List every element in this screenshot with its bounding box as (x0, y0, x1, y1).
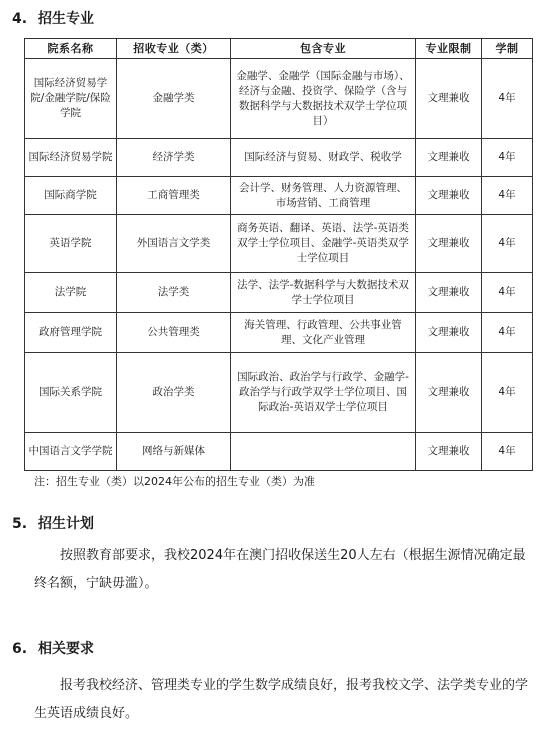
majors-cell: 海关管理、行政管理、公共事业管理、文化产业管理 (231, 313, 416, 353)
limit-cell: 文理兼收 (416, 59, 482, 139)
table-note: 注：招生专业（类）以2024年公布的招生专业（类）为准 (34, 475, 315, 488)
dept-cell: 国际关系学院 (25, 353, 117, 433)
limit-cell: 文理兼收 (416, 139, 482, 177)
table-row (25, 59, 533, 139)
category-cell: 网络与新媒体 (117, 433, 231, 471)
dept-cell: 国际经济贸易学院 (25, 139, 117, 177)
section-title: 相关要求 (38, 641, 94, 657)
table-row (25, 313, 533, 353)
table-row (25, 177, 533, 215)
years-cell: 4年 (482, 353, 533, 433)
limit-cell: 文理兼收 (416, 353, 482, 433)
category-cell: 法学类 (117, 273, 231, 313)
years-cell: 4年 (482, 433, 533, 471)
dept-cell: 中国语言文学学院 (25, 433, 117, 471)
dept-cell: 英语学院 (25, 215, 117, 273)
dept-cell: 国际经济贸易学院/金融学院/保险学院 (25, 59, 117, 139)
category-cell: 政治学类 (117, 353, 231, 433)
header-years: 学制 (482, 39, 533, 59)
section-5-heading (12, 513, 94, 533)
years-cell: 4年 (482, 59, 533, 139)
section-4-heading (12, 8, 94, 28)
years-cell: 4年 (482, 139, 533, 177)
table-row (25, 353, 533, 433)
limit-cell: 文理兼收 (416, 313, 482, 353)
table-row (25, 433, 533, 471)
table-row (25, 273, 533, 313)
majors-cell: 会计学、财务管理、人力资源管理、市场营销、工商管理 (231, 177, 416, 215)
section-title: 招生专业 (38, 11, 94, 27)
limit-cell: 文理兼收 (416, 177, 482, 215)
header-majors: 包含专业 (231, 39, 416, 59)
majors-cell: 国际经济与贸易、财政学、税收学 (231, 139, 416, 177)
majors-cell: 商务英语、翻译、英语、法学-英语类双学士学位项目、金融学-英语类双学士学位项目 (231, 215, 416, 273)
majors-cell: 法学、法学-数据科学与大数据技术双学士学位项目 (231, 273, 416, 313)
category-cell: 外国语言文学类 (117, 215, 231, 273)
category-cell: 金融学类 (117, 59, 231, 139)
dept-cell: 国际商学院 (25, 177, 117, 215)
years-cell: 4年 (482, 177, 533, 215)
years-cell: 4年 (482, 313, 533, 353)
header-category: 招收专业（类） (117, 39, 231, 59)
limit-cell: 文理兼收 (416, 273, 482, 313)
section-title: 招生计划 (38, 516, 94, 532)
header-dept: 院系名称 (25, 39, 117, 59)
section-5-paragraph: 按照教育部要求，我校2024年在澳门招收保送生20人左右（根据生源情况确定最终名额，宁缺毋滥）。 (34, 548, 526, 591)
limit-cell: 文理兼收 (416, 215, 482, 273)
table-row (25, 139, 533, 177)
majors-table (24, 38, 533, 471)
header-limit: 专业限制 (416, 39, 482, 59)
years-cell: 4年 (482, 273, 533, 313)
majors-cell: 金融学、金融学（国际金融与市场）、经济与金融、投资学、保险学（含与数据科学与大数据技术双学士学位项目） (231, 59, 416, 139)
years-cell: 4年 (482, 215, 533, 273)
section-number: 4. (12, 11, 28, 27)
category-cell: 工商管理类 (117, 177, 231, 215)
dept-cell: 政府管理学院 (25, 313, 117, 353)
section-6-paragraph: 报考我校经济、管理类专业的学生数学成绩良好，报考我校文学、法学类专业的学生英语成绩良好。 (34, 678, 529, 721)
section-number: 6. (12, 641, 28, 657)
table-header-row (25, 39, 533, 59)
category-cell: 公共管理类 (117, 313, 231, 353)
section-number: 5. (12, 516, 28, 532)
dept-cell: 法学院 (25, 273, 117, 313)
table-row (25, 215, 533, 273)
majors-cell (231, 433, 416, 471)
section-6-heading (12, 638, 94, 658)
category-cell: 经济学类 (117, 139, 231, 177)
majors-cell: 国际政治、政治学与行政学、金融学-政治学与行政学双学士学位项目、国际政治-英语双学士学位项目 (231, 353, 416, 433)
limit-cell: 文理兼收 (416, 433, 482, 471)
